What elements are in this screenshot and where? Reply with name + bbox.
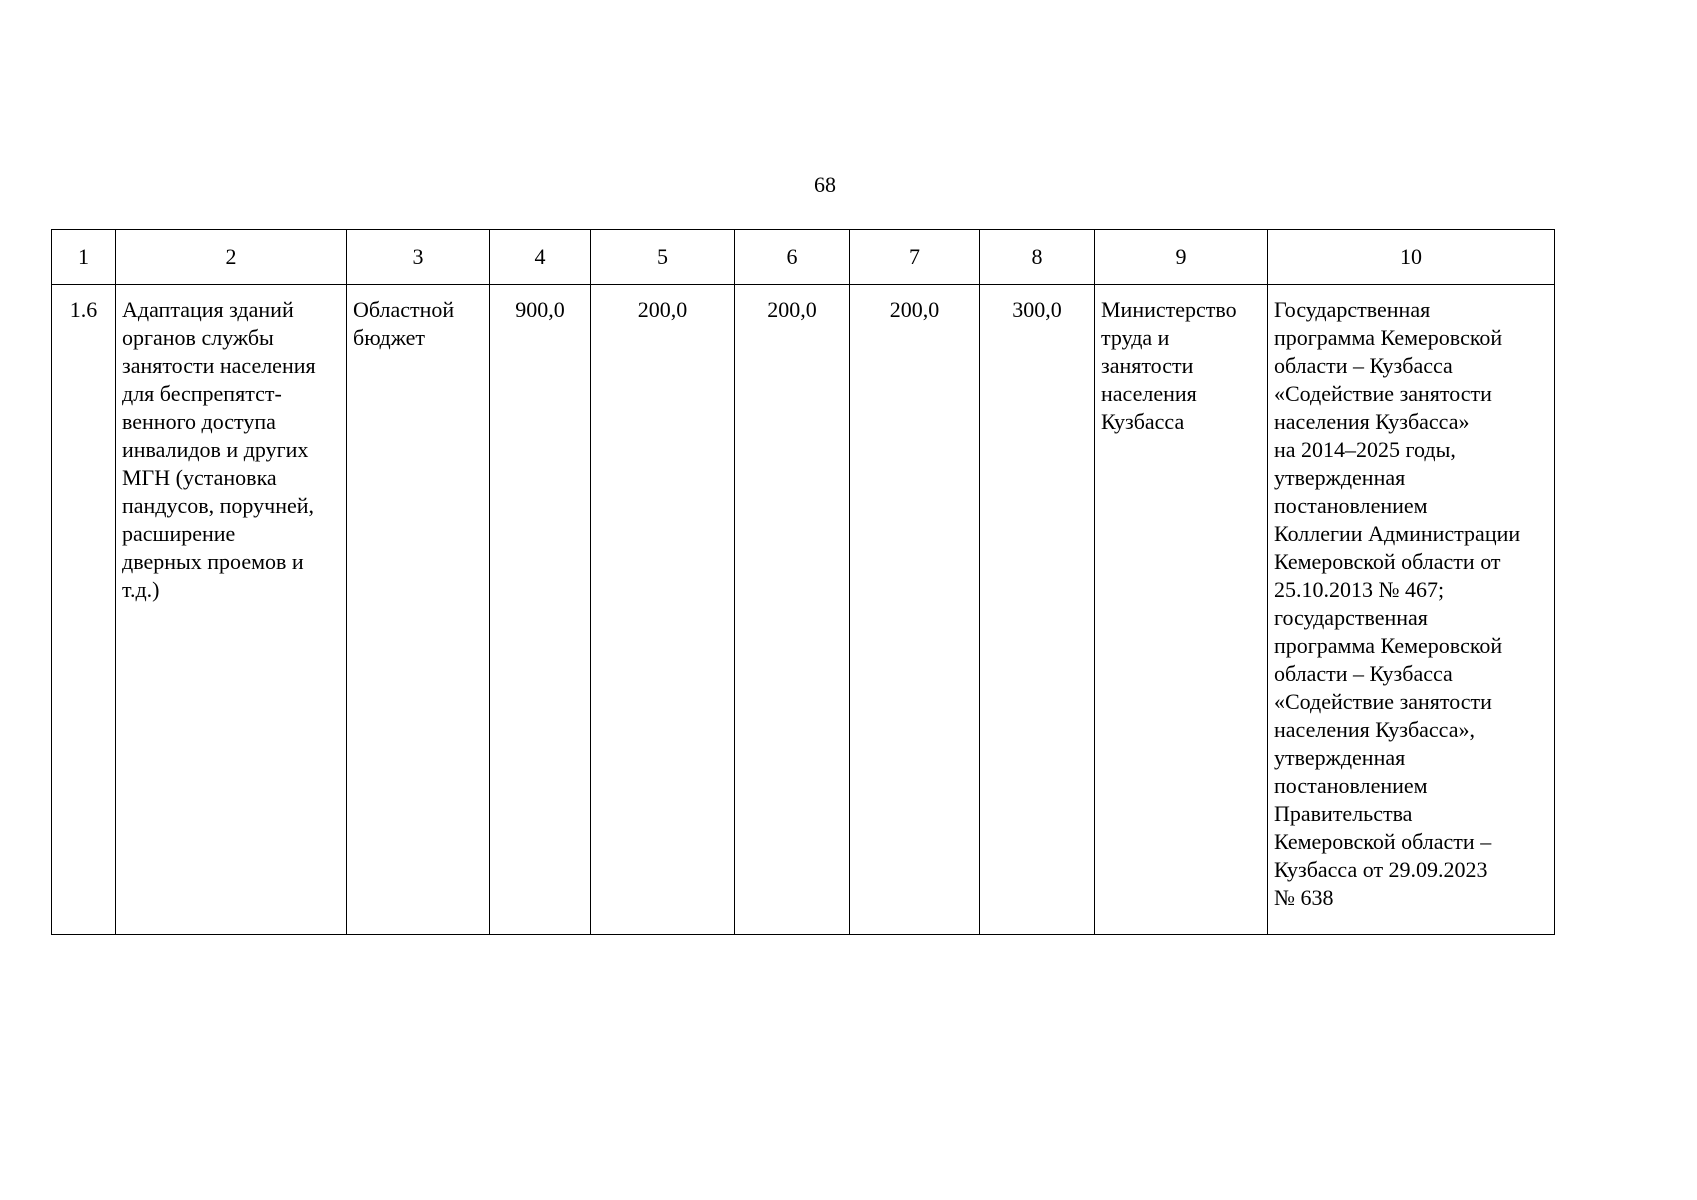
header-cell-1: 1 — [52, 230, 116, 285]
header-cell-8: 8 — [980, 230, 1095, 285]
header-cell-9: 9 — [1095, 230, 1268, 285]
row-number: 1.6 — [52, 285, 116, 935]
funding-year-2: 200,0 — [735, 285, 850, 935]
header-cell-5: 5 — [591, 230, 735, 285]
funding-year-4: 300,0 — [980, 285, 1095, 935]
table-row — [52, 285, 1555, 935]
header-cell-6: 6 — [735, 230, 850, 285]
legal-basis: Государственная программа Кемеровской области – Кузбасса «Содействие занятости населения Кузбасса» на 2014–2025 годы, утвержденная постановлением Коллегии Администрации Кемеровской области от 25.10.2013 № 467; государственная программа Кемеровской области – Кузбасса «Содействие занятости населения Кузбасса», утвержденная постановлением Правительства Кемеровской области – Кузбасса от 29.09.2023 № 638 — [1268, 285, 1555, 935]
funding-year-1: 200,0 — [591, 285, 735, 935]
funding-total: 900,0 — [490, 285, 591, 935]
funding-year-3: 200,0 — [850, 285, 980, 935]
page-number: 68 — [814, 172, 836, 197]
header-cell-2: 2 — [116, 230, 347, 285]
header-row — [52, 230, 1555, 285]
header-cell-10: 10 — [1268, 230, 1555, 285]
header-cell-7: 7 — [850, 230, 980, 285]
funding-source: Областной бюджет — [347, 285, 490, 935]
executor: Министерство труда и занятости населения Кузбасса — [1095, 285, 1268, 935]
header-cell-3: 3 — [347, 230, 490, 285]
header-cell-4: 4 — [490, 230, 591, 285]
measure-name: Адаптация зданий органов службы занятости населения для беспрепятст- венного доступа инвалидов и других МГН (установка пандусов, поручней, расширение дверных проемов и т.д.) — [116, 285, 347, 935]
program-table — [51, 229, 1555, 935]
